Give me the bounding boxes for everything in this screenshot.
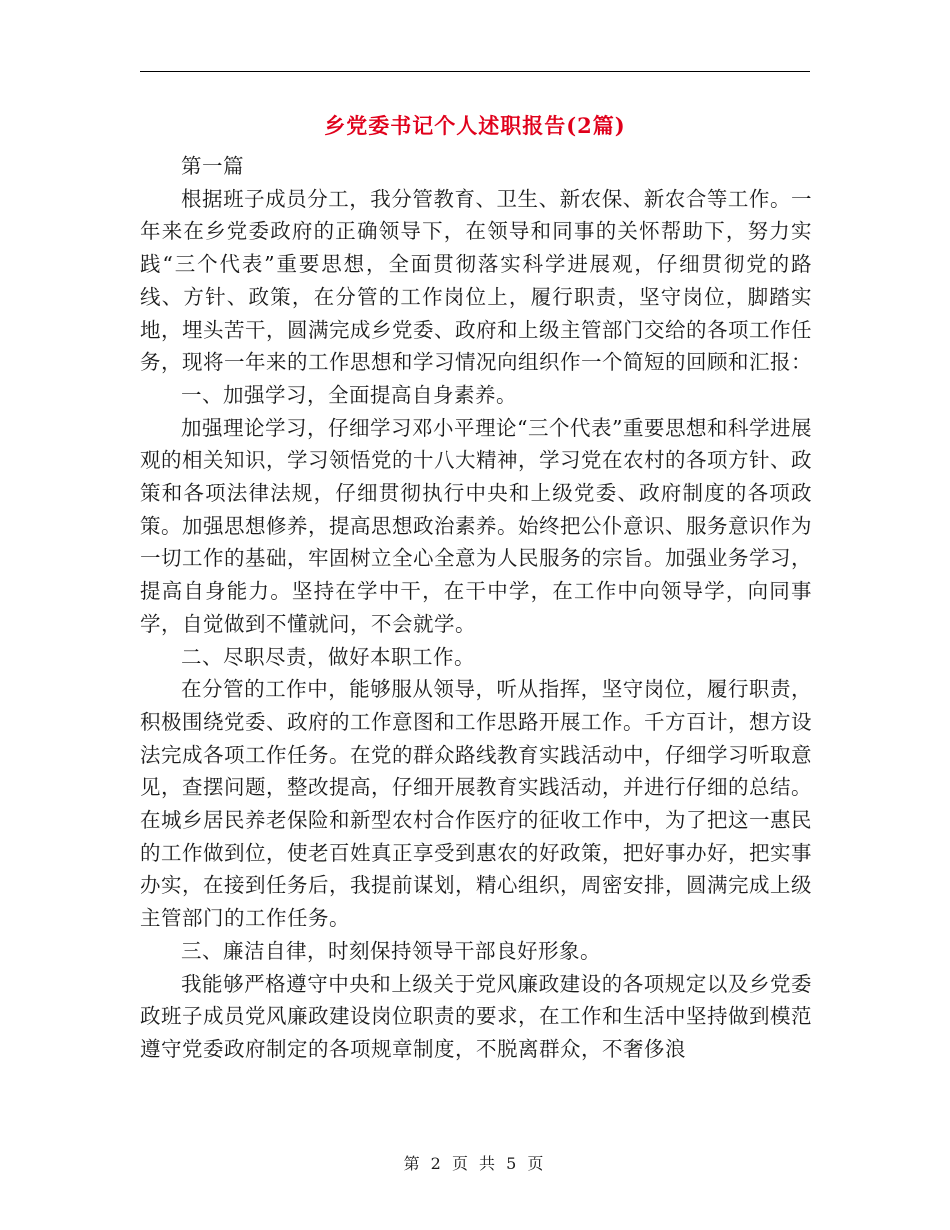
page-number: 第 2 页 共 5 页 <box>403 1154 547 1173</box>
document-title: 乡党委书记个人述职报告(2篇) <box>324 113 626 138</box>
section-heading: 二、尽职尽责，做好本职工作。 <box>181 644 475 669</box>
body-paragraph: 在分管的工作中，能够服从领导，听从指挥，坚守岗位，履行职责，积极围绕党委、政府的工作意图和工作思路开展工作。千方百计，想方设法完成各项工作任务。在党的群众路线教育实践活动中，仔细学习听取意见，查摆问题，整改提高，仔细开展教育实践活动，并进行仔细的总结。在城乡居民养老保险和新型农村合作医疗的征收工作中，为了把这一惠民的工作做到位，使老百姓真正享受到惠农的好政策，把好事办好，把实事办实，在接到任务后，我提前谋划，精心组织，周密安排，圆满完成上级主管部门的工作任务。 <box>140 677 812 931</box>
section-heading: 一、加强学习，全面提高自身素养。 <box>181 382 517 407</box>
section-heading: 三、廉洁自律，时刻保持领导干部良好形象。 <box>181 938 601 963</box>
header-rule <box>140 71 810 72</box>
body-paragraph: 加强理论学习，仔细学习邓小平理论“三个代表”重要思想和科学进展观的相关知识，学习领悟党的十八大精神，学习党在农村的各项方针、政策和各项法律法规，仔细贯彻执行中央和上级党委、政府制度的各项政策。加强思想修养，提高思想政治素养。始终把公仆意识、服务意识作为一切工作的基础，牢固树立全心全意为人民服务的宗旨。加强业务学习，提高自身能力。坚持在学中干，在干中学，在工作中向领导学，向同事学，自觉做到不懂就问，不会就学。 <box>140 415 812 636</box>
body-paragraph: 根据班子成员分工，我分管教育、卫生、新农保、新农合等工作。一年来在乡党委政府的正确领导下，在领导和同事的关怀帮助下，努力实践“三个代表”重要思想，全面贯彻落实科学进展观，仔细贯彻党的路线、方针、政策，在分管的工作岗位上，履行职责，坚守岗位，脚踏实地，埋头苦干，圆满完成乡党委、政府和上级主管部门交给的各项工作任务，现将一年来的工作思想和学习情况向组织作一个简短的回顾和汇报： <box>140 186 812 375</box>
document-body <box>140 150 812 1066</box>
body-paragraph: 我能够严格遵守中央和上级关于党风廉政建设的各项规定以及乡党委政班子成员党风廉政建设岗位职责的要求，在工作和生活中坚持做到模范遵守党委政府制定的各项规章制度，不脱离群众，不奢侈浪 <box>140 971 812 1061</box>
section-label: 第一篇 <box>181 154 244 178</box>
